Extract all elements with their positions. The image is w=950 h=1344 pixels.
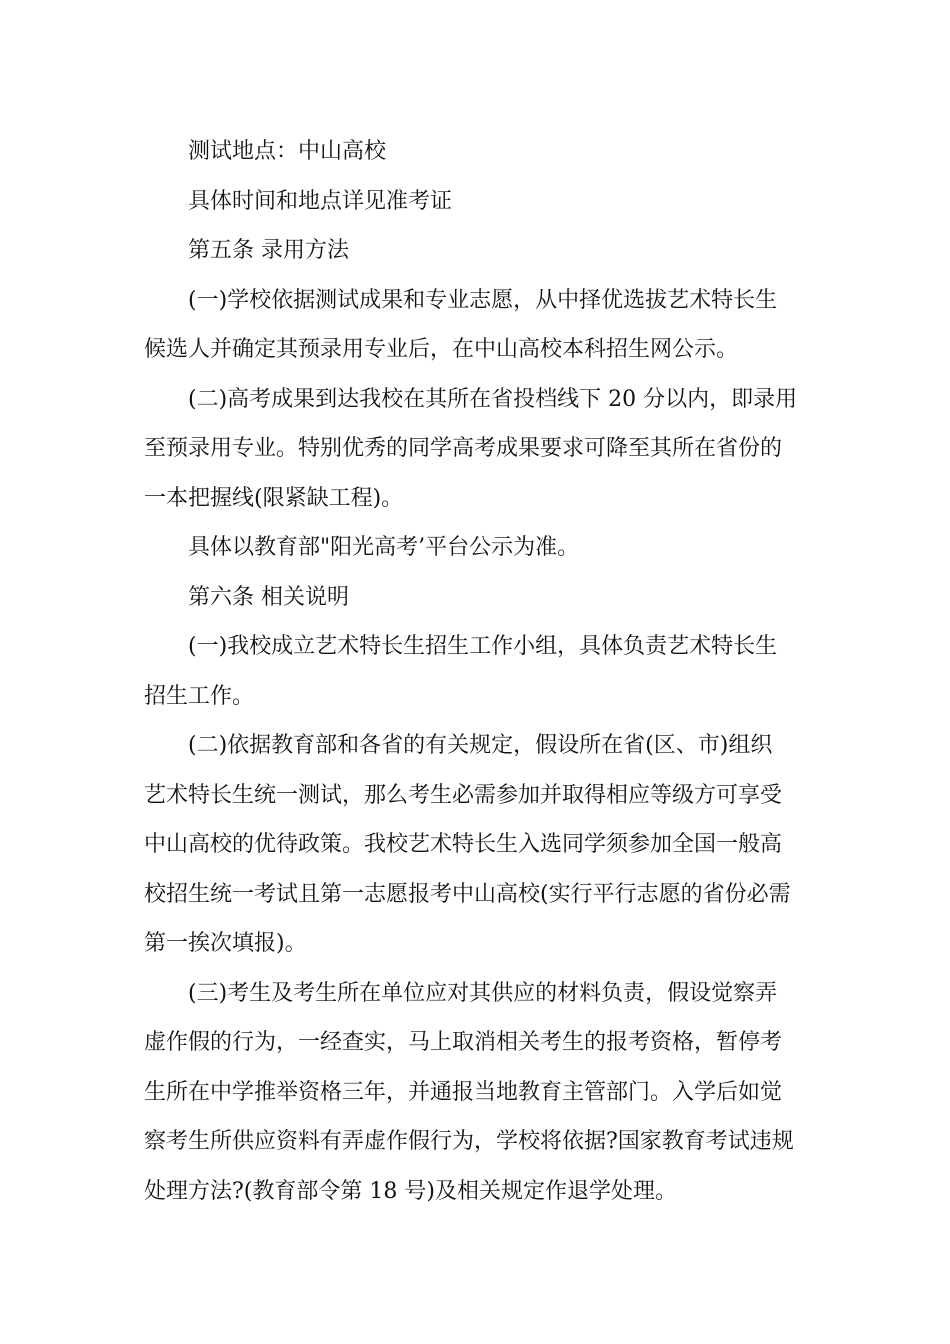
text-line: 察考生所供应资料有弄虚作假行为，学校将依据?国家教育考试违规 — [144, 1129, 794, 1154]
text-line: 测试地点：中山高校 — [188, 139, 387, 164]
paragraph-article-6-item-3 — [144, 969, 824, 1217]
paragraph-time-location-note — [144, 177, 824, 227]
text-line: 招生工作。 — [144, 683, 255, 709]
text-line: 第一挨次填报)。 — [144, 931, 307, 956]
text-line: (三)考生及考生所在单位应对其供应的材料负责，假设觉察弄 — [188, 980, 778, 1006]
text-line: 一本把握线(限紧缺工程)。 — [144, 485, 404, 511]
paragraph-article-5-item-2 — [144, 375, 824, 524]
text-line: 处理方法?(教育部令第 18 号)及相关规定作退学处理。 — [144, 1178, 677, 1204]
text-line: (一)我校成立艺术特长生招生工作小组，具体负责艺术特长生 — [188, 634, 778, 659]
text-line: 第五条 录用方法 — [188, 238, 349, 263]
paragraph-article-6-item-2 — [144, 721, 824, 969]
text-line: 中山高校的优待政策。我校艺术特长生入选同学须参加全国一般高 — [144, 832, 783, 857]
section-heading-article-5 — [144, 226, 824, 276]
paragraph-sunshine-gaokao-note — [144, 523, 824, 573]
text-line: 校招生统一考试且第一志愿报考中山高校(实行平行志愿的省份必需 — [144, 881, 791, 907]
text-line: 至预录用专业。特别优秀的同学高考成果要求可降至其所在省份的 — [144, 436, 783, 461]
text-line: 艺术特长生统一测试，那么考生必需参加并取得相应等级方可享受 — [144, 782, 783, 808]
text-line: 生所在中学推举资格三年，并通报当地教育主管部门。入学后如觉 — [144, 1079, 783, 1105]
text-line: (二)高考成果到达我校在其所在省投档线下 20 分以内，即录用 — [188, 386, 798, 412]
text-line: (一)学校依据测试成果和专业志愿，从中择优选拔艺术特长生 — [188, 287, 778, 313]
text-line: 具体时间和地点详见准考证 — [188, 188, 453, 214]
text-line: 候选人并确定其预录用专业后，在中山高校本科招生网公示。 — [144, 337, 739, 362]
text-line: (二)依据教育部和各省的有关规定，假设所在省(区、市)组织 — [188, 733, 773, 758]
paragraph-test-location — [144, 127, 824, 177]
text-line: 具体以教育部"阳光高考’平台公示为准。 — [188, 535, 580, 560]
section-heading-article-6 — [144, 573, 824, 623]
text-line: 虚作假的行为，一经查实，马上取消相关考生的报考资格，暂停考 — [144, 1030, 783, 1055]
paragraph-article-6-item-1 — [144, 622, 824, 721]
paragraph-article-5-item-1 — [144, 276, 824, 375]
document-body — [144, 127, 824, 1216]
text-line: 第六条 相关说明 — [188, 584, 349, 610]
